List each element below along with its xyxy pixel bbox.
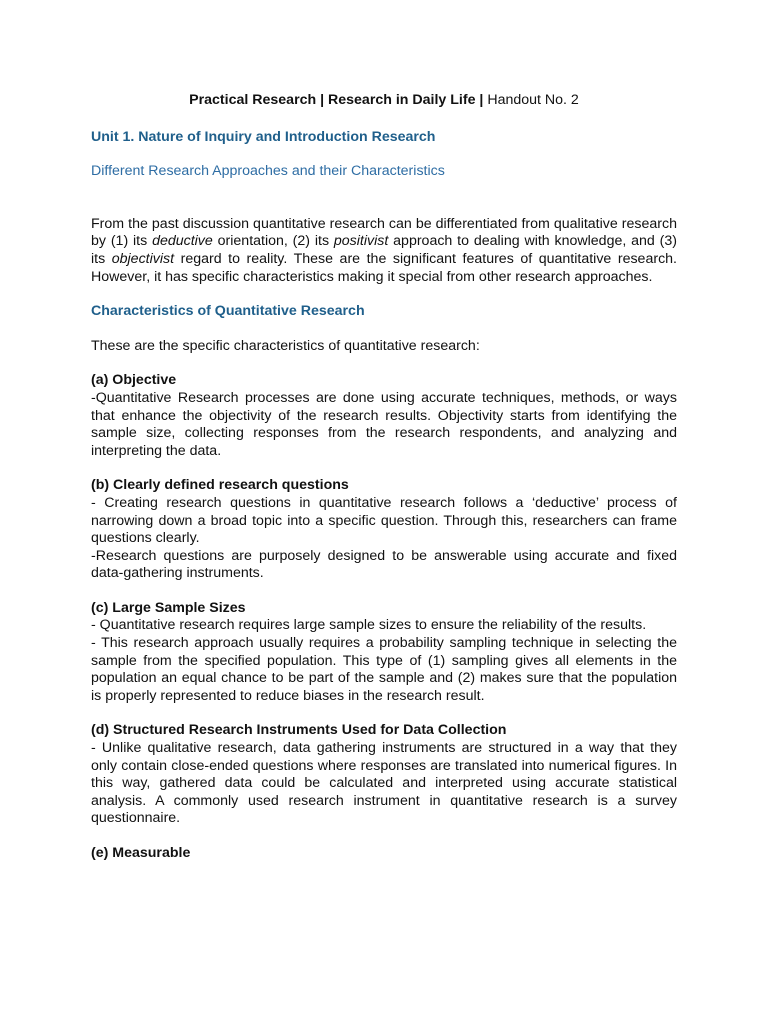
characteristic-line: -Research questions are purposely designed to be answerable using accurate and fixed data-gathering instruments. bbox=[91, 547, 677, 582]
subtitle: Different Research Approaches and their Characteristics bbox=[91, 163, 445, 180]
characteristic-title: (b) Clearly defined research questions bbox=[91, 477, 349, 494]
intro-emphasis-positivist: positivist bbox=[333, 233, 389, 250]
document-body bbox=[91, 92, 677, 880]
header-handout-text: Handout No. 2 bbox=[483, 92, 579, 108]
characteristic-title: (d) Structured Research Instruments Used for Data Collection bbox=[91, 722, 507, 739]
characteristic-item bbox=[91, 372, 677, 460]
characteristic-item bbox=[91, 477, 677, 583]
intro-text-3: approach to dealing with knowledge, and (3) its bbox=[91, 233, 677, 267]
characteristic-title: (a) Objective bbox=[91, 372, 177, 389]
page-header bbox=[91, 92, 677, 110]
section-title: Characteristics of Quantitative Research bbox=[91, 303, 365, 320]
intro-emphasis-objectivist: objectivist bbox=[111, 250, 175, 267]
intro-text-4: regard to reality. These are the significant features of quantitative research. However, it has specific characteristics making it special from other research approaches. bbox=[91, 250, 677, 285]
intro-text-2: orientation, (2) its bbox=[212, 233, 334, 250]
characteristic-item bbox=[91, 600, 677, 706]
characteristic-line: - This research approach usually requires a probability sampling technique in selecting the sample from the specified population. This type of (1) sampling gives all elements in the population an equal chance to be part of the sample and (2) makes sure that the population is properly represented to reduce biases in the research result. bbox=[91, 635, 677, 704]
unit-title: Unit 1. Nature of Inquiry and Introduction Research bbox=[91, 128, 436, 145]
intro-paragraph bbox=[91, 216, 677, 286]
characteristic-title: (e) Measurable bbox=[91, 845, 191, 861]
intro-emphasis-deductive: deductive bbox=[152, 233, 213, 250]
section-intro: These are the specific characteristics of quantitative research: bbox=[91, 337, 480, 354]
characteristic-line: - Quantitative research requires large sample sizes to ensure the reliability of the results. bbox=[91, 617, 647, 634]
characteristic-line: -Quantitative Research processes are done using accurate techniques, methods, or ways that enhance the objectivity of the research results. Objectivity starts from identifying the sample size, collecting responses from the research respondents, and analyzing and interpreting the data. bbox=[91, 389, 677, 459]
intro-text-1: From the past discussion quantitative research can be differentiated from qualitative research by (1) its bbox=[91, 215, 677, 250]
header-bold-text: Practical Research | Research in Daily Life | bbox=[189, 92, 484, 108]
characteristic-line: - Unlike qualitative research, data gathering instruments are structured in a way that they only contain close-ended questions where responses are translated into numerical figures. In this way, gathered data could be calculated and interpreted using accurate statistical analysis. A commonly used research instrument in quantitative research is a survey questionnaire. bbox=[91, 740, 677, 827]
characteristic-item bbox=[91, 722, 677, 828]
characteristic-item bbox=[91, 845, 677, 863]
characteristic-title: (c) Large Sample Sizes bbox=[91, 599, 246, 616]
characteristic-line: - Creating research questions in quantitative research follows a ‘deductive’ process of narrowing down a broad topic into a specific question. Through this, researchers can frame questions clearly. bbox=[91, 494, 677, 547]
